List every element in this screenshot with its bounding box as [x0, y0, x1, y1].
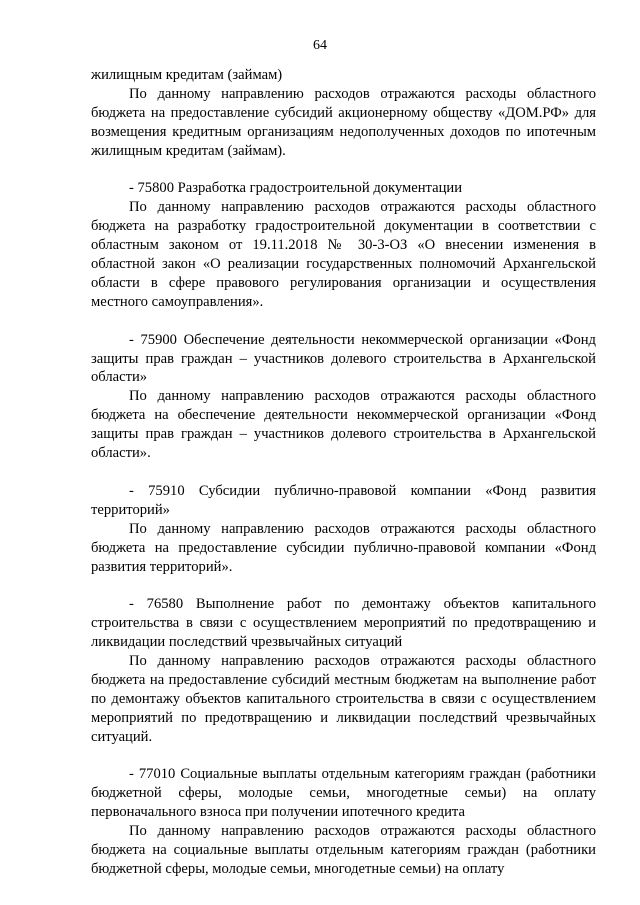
section-heading-76580: - 76580 Выполнение работ по демонтажу объектов капитального строительства в связи с осуществлением мероприятий по предотвращению и ликвидации последствий чрезвычайных ситуаций [91, 596, 596, 651]
paragraph-description: По данному направлению расходов отражаются расходы областного бюджета на предоставление субсидий местным бюджетам на выполнение работ по демонтажу объектов капитального строительства в связи с осуществлением мероприятий по предотвращению и ликвидации последствий чрезвычайных ситуаций. [91, 653, 596, 745]
paragraph-gap [91, 312, 596, 331]
paragraph-gap [91, 463, 596, 482]
paragraph-continuation: жилищным кредитам (займам) [91, 67, 283, 83]
paragraph-gap [91, 576, 596, 595]
paragraph-description: По данному направлению расходов отражаются расходы областного бюджета на предоставление субсидии публично-правовой компании «Фонд развития территорий». [91, 520, 596, 575]
paragraph-gap [91, 747, 596, 766]
paragraph-description: По данному направлению расходов отражаются расходы областного бюджета на обеспечение деятельности некоммерческой организации «Фонд защиты прав граждан – участников долевого строительства в Архангельской области». [91, 388, 596, 462]
paragraph-description: По данному направлению расходов отражаются расходы областного бюджета на разработку градостроительной документации в соответствии с областным законом от 19.11.2018 № 30-3-ОЗ «О внесении изменения в областной закон «О реализации государственных полномочий Архангельской области в сфере правового регулирования организации и осуществления местного самоуправления». [91, 199, 596, 310]
paragraph-description: По данному направлению расходов отражаются расходы областного бюджета на предоставление субсидий акционерному обществу «ДОМ.РФ» для возмещения кредитным организациям недополученных доходов по ипотечным жилищным кредитам (займам). [91, 85, 596, 159]
section-heading-75900: - 75900 Обеспечение деятельности некоммерческой организации «Фонд защиты прав граждан – участников долевого строительства в Архангельской области» [91, 331, 596, 386]
section-heading-75800: - 75800 Разработка градостроительной документации [129, 180, 463, 197]
section-heading-75910: - 75910 Субсидии публично-правовой компании «Фонд развития территорий» [91, 482, 596, 518]
document-body [91, 66, 596, 879]
section-heading-77010: - 77010 Социальные выплаты отдельным категориям граждан (работники бюджетной сферы, молодые семьи, многодетные семьи) на оплату первоначального взноса при получении ипотечного кредита [91, 766, 596, 821]
paragraph-description: По данному направлению расходов отражаются расходы областного бюджета на социальные выплаты отдельным категориям граждан (работники бюджетной сферы, молодые семьи, многодетные семьи) на оплату [91, 823, 596, 877]
page-number: 64 [313, 38, 327, 53]
paragraph-gap [91, 161, 596, 180]
